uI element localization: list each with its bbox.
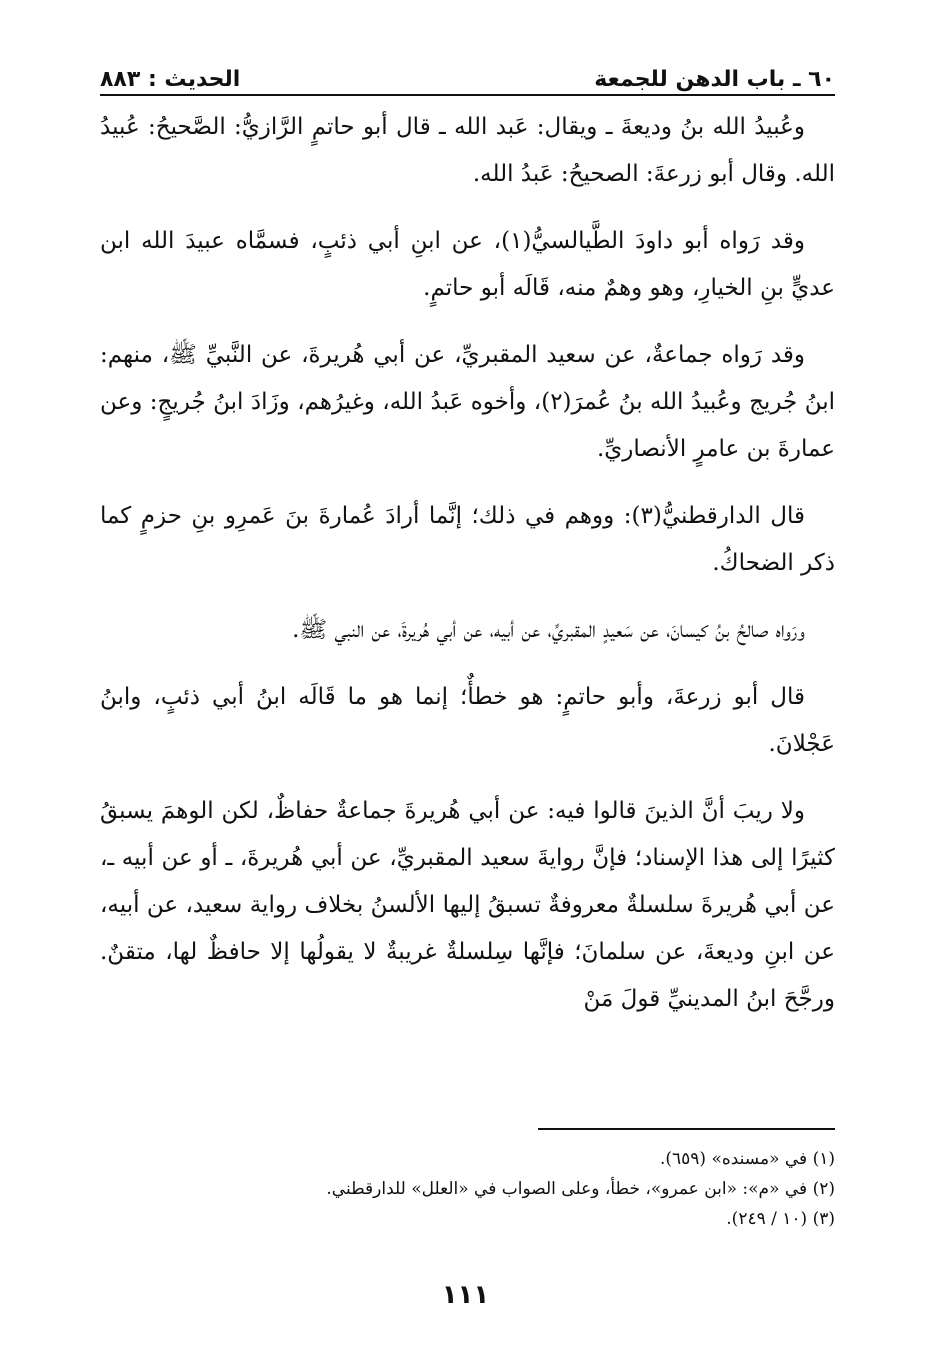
paragraph: وعُبيدُ الله بنُ وديعةَ ـ ويقال: عَبد الله ـ قال أبو حاتمٍ الرَّازيُّ: الصَّحيحُ: عُبيدُ الله. وقال أبو زرعةَ: الصحيحُ: عَبدُ الله.: [100, 114, 835, 187]
paragraph: وقد رَواه أبو داودَ الطَّيالسيُّ(١)، عن ابنِ أبي ذئبٍ، فسمَّاه عبيدَ الله ابن عديٍّ بنِ الخيارِ، وهو وهمٌ منه، قَالَه أبو حاتمٍ.: [100, 228, 835, 301]
paragraph: وقد رَواه جماعةٌ، عن سعيد المقبريِّ، عن أبي هُريرةَ، عن النَّبيِّ ﷺ، منهم: ابنُ جُريج وعُبيدُ الله بنُ عُمرَ(٢)، وأخوه عَبدُ الله، وغيرُهم، وزَادَ ابنُ جُريجٍ: وعن عمارةَ بن عامرٍ الأنصاريِّ.: [100, 342, 835, 462]
hadith-number: الحديث : ٨٨٣: [100, 67, 241, 92]
footnotes: [100, 1144, 835, 1234]
running-header: [100, 52, 835, 92]
paragraph: ولا ريبَ أنَّ الذينَ قالوا فيه: عن أبي هُريرةَ جماعةٌ حفاظٌ، لكن الوهمَ يسبقُ كثيرًا إلى هذا الإسناد؛ فإنَّ روايةَ سعيد المقبريِّ، عن أبي هُريرةَ، ـ أو عن أبيه ـ، عن أبي هُريرةَ سلسلةٌ معروفةٌ تسبقُ إليها الألسنُ بخلاف رواية سعيد، عن أبيه، عن ابنِ وديعةَ، عن سلمانَ؛ فإنَّها سِلسلةٌ غريبةٌ لا يقولُها إلا حافظٌ لها، متقنٌ. ورجَّحَ ابنُ المدينيِّ قولَ مَنْ: [100, 798, 835, 1012]
paragraph: قال الدارقطنيُّ(٣): ووهم في ذلك؛ إنَّما أرادَ عُمارةَ بنَ عَمرِو بنِ حزمٍ كما ذكر الضحاكُ.: [100, 503, 835, 576]
chapter-title: ٦٠ ـ باب الدهن للجمعة: [594, 67, 835, 92]
header-divider: [100, 94, 835, 96]
footnote: (٢) في «م»: «ابن عمرو»، خطأ، وعلى الصواب في «العلل» للدارقطني.: [326, 1179, 835, 1199]
footnote-divider: [538, 1128, 835, 1130]
paragraph: ورَواه صالحُ بنُ كيسانَ، عن سَعيدٍ المقبريِّ، عن أبيه، عن أبي هُريرةَ، عن النبي ﷺ.: [292, 617, 805, 643]
main-text: [100, 104, 835, 1043]
footnote: (٣) (١٠ / ٢٤٩).: [726, 1209, 835, 1229]
page-number: ١١١: [441, 1280, 490, 1310]
footnote: (١) في «مسنده» (٦٥٩).: [659, 1149, 835, 1169]
paragraph: قال أبو زرعةَ، وأبو حاتمٍ: هو خطأٌ؛ إنما هو ما قَالَه ابنُ أبي ذئبٍ، وابنُ عَجْلانَ.: [100, 684, 835, 757]
